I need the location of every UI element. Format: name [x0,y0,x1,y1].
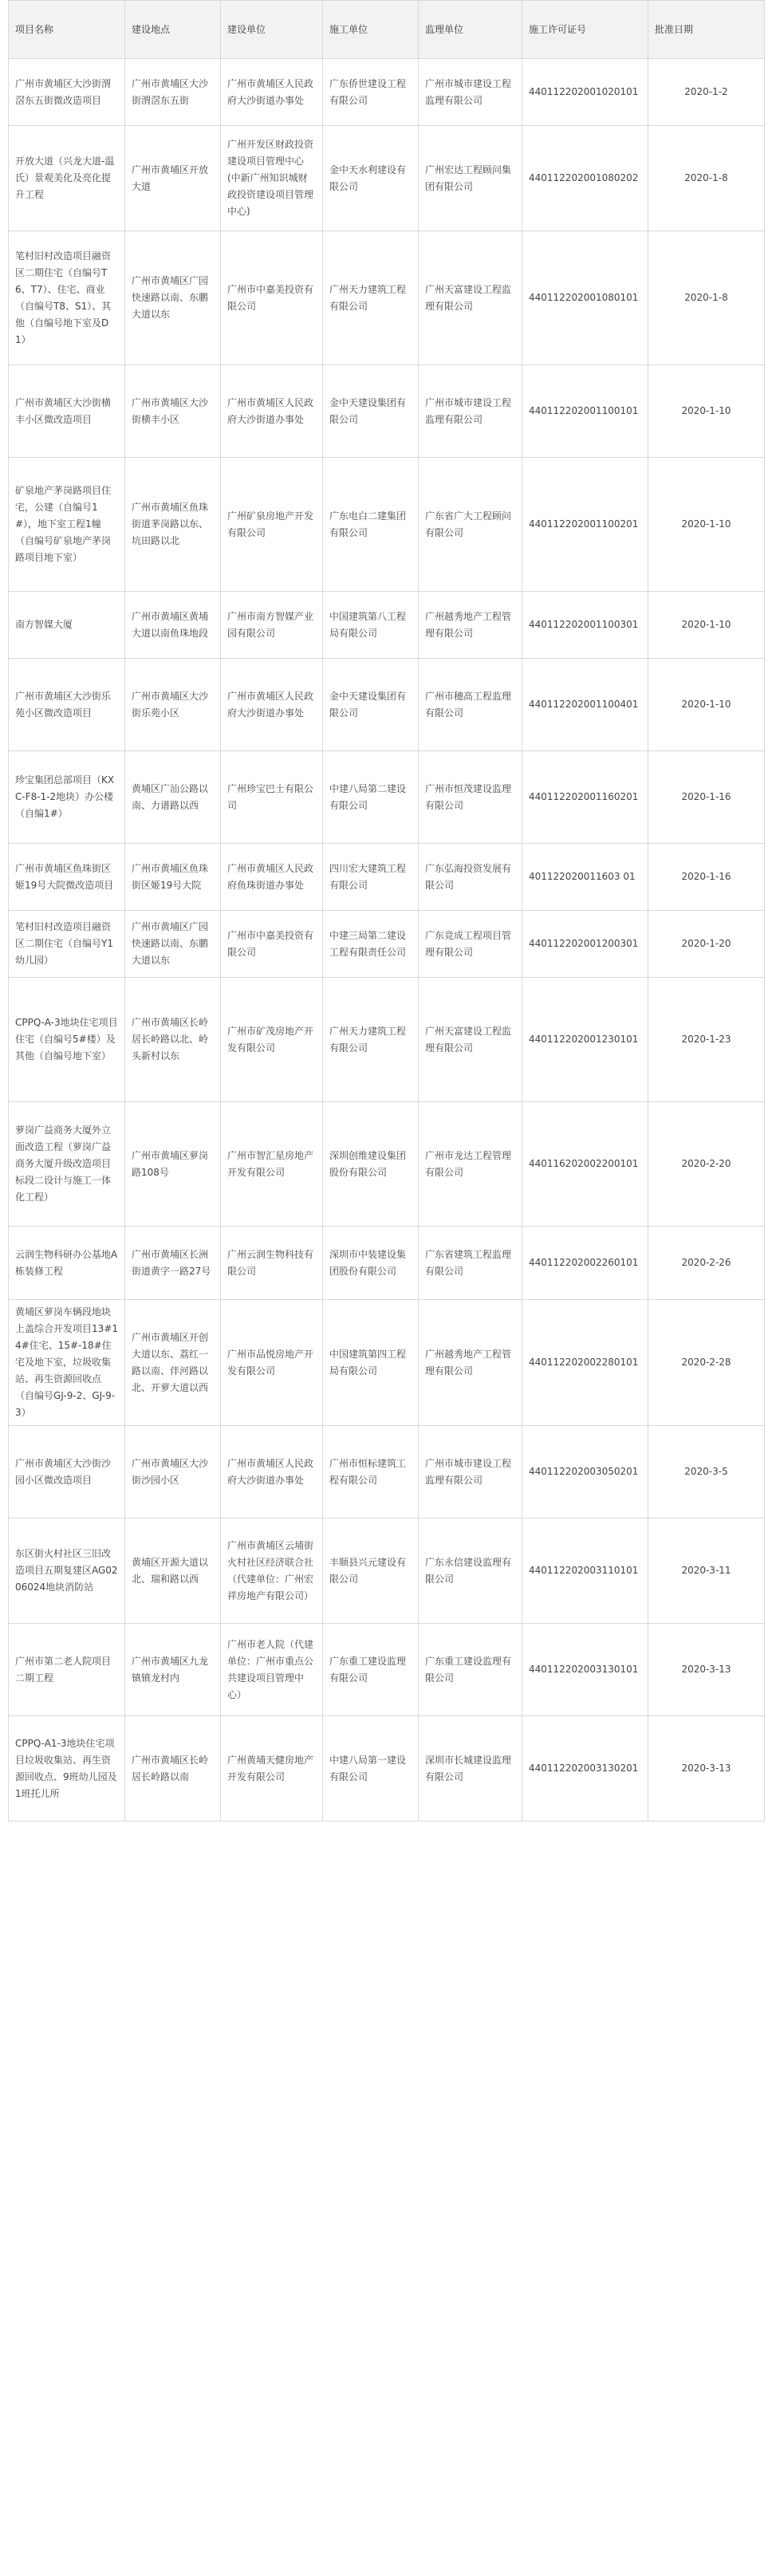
location-cell: 广州市黄埔区鱼珠街道茅岗路以东、坑田路以北 [125,458,221,592]
table-row [9,592,765,659]
location-cell: 广州市黄埔区开放大道 [125,126,221,231]
supervisor-cell: 广州市恒茂建设监理有限公司 [419,751,522,844]
approval-date-cell: 2020-1-16 [648,751,765,844]
supervisor-cell: 广州市穗高工程监理有限公司 [419,659,522,751]
project-name-cell: CPPQ-A1-3地块住宅项目垃圾收集站、再生资源回收点、9班幼儿园及1班托儿所 [9,1716,125,1822]
location-cell: 广州市黄埔区开创大道以东、荔红一路以南、伴河路以北、开萝大道以西 [125,1300,221,1426]
developer-cell: 广州市黄埔区人民政府大沙街道办事处 [221,59,323,126]
table-row [9,978,765,1102]
location-cell: 广州市黄埔区黄埔大道以南鱼珠地段 [125,592,221,659]
project-name-cell: 南方智媒大厦 [9,592,125,659]
contractor-cell: 中国建筑第四工程局有限公司 [323,1300,419,1426]
approval-date-cell: 2020-3-5 [648,1426,765,1518]
supervisor-cell: 广州市城市建设工程监理有限公司 [419,1426,522,1518]
table-row [9,1102,765,1227]
permit-no-cell: 440112202001080202 [522,126,648,231]
table-row [9,1716,765,1822]
supervisor-cell: 广东永信建设监理有限公司 [419,1518,522,1624]
developer-cell: 广州市矿茂房地产开发有限公司 [221,978,323,1102]
table-row [9,1300,765,1426]
location-cell: 广州市黄埔区萝岗路108号 [125,1102,221,1227]
permit-no-cell: 440112202001100201 [522,458,648,592]
table-row [9,59,765,126]
contractor-cell: 中建三局第二建设工程有限责任公司 [323,911,419,978]
approval-date-cell: 2020-1-2 [648,59,765,126]
approval-date-cell: 2020-1-23 [648,978,765,1102]
developer-cell: 广州开发区财政投资建设项目管理中心(中新广州知识城财政投资建设项目管理中心) [221,126,323,231]
project-name-cell: 云润生物科研办公基地A栋装修工程 [9,1227,125,1300]
table-row [9,231,765,365]
contractor-cell: 中国建筑第八工程局有限公司 [323,592,419,659]
table-row [9,1426,765,1518]
supervisor-cell: 广州宏达工程顾问集团有限公司 [419,126,522,231]
approval-date-cell: 2020-2-26 [648,1227,765,1300]
supervisor-cell: 广东省建筑工程监理有限公司 [419,1227,522,1300]
supervisor-cell: 广州天富建设工程监理有限公司 [419,231,522,365]
approval-date-cell: 2020-3-11 [648,1518,765,1624]
permit-no-cell: 401122020011603 01 [522,844,648,911]
header-row [9,1,765,59]
permit-no-cell: 440112202002280101 [522,1300,648,1426]
project-name-cell: 珍宝集团总部项目（KXC-F8-1-2地块）办公楼（自编1#） [9,751,125,844]
table-row [9,1518,765,1624]
approval-date-cell: 2020-1-16 [648,844,765,911]
permit-no-cell: 440112202001200301 [522,911,648,978]
approval-date-cell: 2020-1-10 [648,365,765,458]
contractor-cell: 广州天力建筑工程有限公司 [323,978,419,1102]
header-contractor: 施工单位 [323,1,419,59]
header-approval-date: 批准日期 [648,1,765,59]
project-name-cell: 广州市黄埔区大沙街横丰小区微改造项目 [9,365,125,458]
project-name-cell: 广州市黄埔区大沙街渭滘东五街微改造项目 [9,59,125,126]
project-name-cell: 笔村旧村改造项目融资区二期住宅（自编号Y1幼儿园） [9,911,125,978]
table-row [9,126,765,231]
developer-cell: 广州云润生物科技有限公司 [221,1227,323,1300]
header-location: 建设地点 [125,1,221,59]
permit-no-cell: 440112202003050201 [522,1426,648,1518]
contractor-cell: 中建八局第一建设有限公司 [323,1716,419,1822]
supervisor-cell: 深圳市长城建设监理有限公司 [419,1716,522,1822]
developer-cell: 广州珍宝巴士有限公司 [221,751,323,844]
developer-cell: 广州市黄埔区人民政府大沙街道办事处 [221,1426,323,1518]
header-permit-no: 施工许可证号 [522,1,648,59]
project-name-cell: CPPQ-A-3地块住宅项目住宅（自编号5#楼）及其他（自编号地下室） [9,978,125,1102]
permit-no-cell: 440112202001020101 [522,59,648,126]
table-row [9,659,765,751]
approval-date-cell: 2020-1-10 [648,592,765,659]
location-cell: 广州市黄埔区长岭居长岭路以北、岭头新村以东 [125,978,221,1102]
location-cell: 广州市黄埔区九龙镇镇龙村内 [125,1624,221,1716]
approval-date-cell: 2020-1-10 [648,458,765,592]
location-cell: 黄埔区广汕公路以南、力谱路以西 [125,751,221,844]
contractor-cell: 广东电白二建集团有限公司 [323,458,419,592]
permit-no-cell: 440112202001100401 [522,659,648,751]
contractor-cell: 广州天力建筑工程有限公司 [323,231,419,365]
contractor-cell: 深圳市中装建设集团股份有限公司 [323,1227,419,1300]
project-name-cell: 广州市黄埔区大沙街沙园小区微改造项目 [9,1426,125,1518]
developer-cell: 广州黄埔天健房地产开发有限公司 [221,1716,323,1822]
table-row [9,1624,765,1716]
contractor-cell: 广东侨世建设工程有限公司 [323,59,419,126]
header-project-name: 项目名称 [9,1,125,59]
project-name-cell: 广州市黄埔区鱼珠街区姬19号大院微改造项目 [9,844,125,911]
location-cell: 广州市黄埔区大沙街渭滘东五街 [125,59,221,126]
contractor-cell: 深圳创维建设集团股份有限公司 [323,1102,419,1227]
location-cell: 广州市黄埔区长岭居长岭路以南 [125,1716,221,1822]
supervisor-cell: 广州市龙达工程管理有限公司 [419,1102,522,1227]
header-developer: 建设单位 [221,1,323,59]
approval-date-cell: 2020-3-13 [648,1716,765,1822]
developer-cell: 广州市智汇星房地产开发有限公司 [221,1102,323,1227]
developer-cell: 广州市黄埔区人民政府鱼珠街道办事处 [221,844,323,911]
permit-no-cell: 440116202002200101 [522,1102,648,1227]
developer-cell: 广州市黄埔区人民政府大沙街道办事处 [221,659,323,751]
developer-cell: 广州市黄埔区云埔街火村社区经济联合社（代建单位：广州宏祥房地产有限公司） [221,1518,323,1624]
table-row [9,458,765,592]
permit-no-cell: 440112202003130101 [522,1624,648,1716]
approval-date-cell: 2020-1-20 [648,911,765,978]
permit-table [8,0,765,1822]
table-row [9,911,765,978]
supervisor-cell: 广州越秀地产工程管理有限公司 [419,1300,522,1426]
location-cell: 广州市黄埔区大沙街沙园小区 [125,1426,221,1518]
permit-no-cell: 440112202003130201 [522,1716,648,1822]
project-name-cell: 开放大道（兴龙大道-温氏）景观美化及亮化提升工程 [9,126,125,231]
supervisor-cell: 广州市城市建设工程监理有限公司 [419,365,522,458]
project-name-cell: 广州市黄埔区大沙街乐苑小区微改造项目 [9,659,125,751]
contractor-cell: 金中天建设集团有限公司 [323,365,419,458]
contractor-cell: 中建八局第二建设有限公司 [323,751,419,844]
contractor-cell: 四川宏大建筑工程有限公司 [323,844,419,911]
approval-date-cell: 2020-1-8 [648,231,765,365]
location-cell: 广州市黄埔区鱼珠街区姬19号大院 [125,844,221,911]
approval-date-cell: 2020-3-13 [648,1624,765,1716]
developer-cell: 广州市品悦房地产开发有限公司 [221,1300,323,1426]
supervisor-cell: 广东重工建设监理有限公司 [419,1624,522,1716]
developer-cell: 广州市中嘉美投资有限公司 [221,911,323,978]
developer-cell: 广州矿泉房地产开发有限公司 [221,458,323,592]
header-supervisor: 监理单位 [419,1,522,59]
location-cell: 广州市黄埔区大沙街横丰小区 [125,365,221,458]
developer-cell: 广州市南方智媒产业园有限公司 [221,592,323,659]
contractor-cell: 丰顺县兴元建设有限公司 [323,1518,419,1624]
supervisor-cell: 广东竞成工程项目管理有限公司 [419,911,522,978]
supervisor-cell: 广州市城市建设工程监理有限公司 [419,59,522,126]
permit-no-cell: 440112202001230101 [522,978,648,1102]
developer-cell: 广州市黄埔区人民政府大沙街道办事处 [221,365,323,458]
contractor-cell: 金中天建设集团有限公司 [323,659,419,751]
supervisor-cell: 广东弘海投资发展有限公司 [419,844,522,911]
permit-no-cell: 440112202002260101 [522,1227,648,1300]
table-row [9,1227,765,1300]
permit-no-cell: 440112202001160201 [522,751,648,844]
supervisor-cell: 广州越秀地产工程管理有限公司 [419,592,522,659]
location-cell: 广州市黄埔区广园快速路以南、东鹏大道以东 [125,231,221,365]
approval-date-cell: 2020-2-20 [648,1102,765,1227]
permit-no-cell: 440112202003110101 [522,1518,648,1624]
table-row [9,844,765,911]
project-name-cell: 矿泉地产茅岗路项目住宅，公建（自编号1#），地下室工程1幢（自编号矿泉地产茅岗路项目地下室） [9,458,125,592]
developer-cell: 广州市老人院（代建单位：广州市重点公共建设项目管理中心） [221,1624,323,1716]
approval-date-cell: 2020-1-8 [648,126,765,231]
permit-no-cell: 440112202001100101 [522,365,648,458]
location-cell: 广州市黄埔区长洲街道黄字一路27号 [125,1227,221,1300]
permit-no-cell: 440112202001080101 [522,231,648,365]
approval-date-cell: 2020-2-28 [648,1300,765,1426]
project-name-cell: 东区街火村社区三旧改造项目五期复建区AG0206024地块消防站 [9,1518,125,1624]
project-name-cell: 笔村旧村改造项目融资区二期住宅（自编号T6、T7）、住宅、商业（自编号T8、S1）、其他（自编号地下室及D1） [9,231,125,365]
contractor-cell: 金中天水利建设有限公司 [323,126,419,231]
approval-date-cell: 2020-1-10 [648,659,765,751]
table-row [9,751,765,844]
contractor-cell: 广州市恒标建筑工程有限公司 [323,1426,419,1518]
project-name-cell: 萝岗广益商务大厦外立面改造工程（萝岗广益商务大厦升级改造项目标段二设计与施工一体化工程） [9,1102,125,1227]
permit-no-cell: 440112202001100301 [522,592,648,659]
table-row [9,365,765,458]
supervisor-cell: 广东省广大工程顾问有限公司 [419,458,522,592]
supervisor-cell: 广州天富建设工程监理有限公司 [419,978,522,1102]
location-cell: 广州市黄埔区大沙街乐苑小区 [125,659,221,751]
project-name-cell: 广州市第二老人院项目二期工程 [9,1624,125,1716]
developer-cell: 广州市中嘉美投资有限公司 [221,231,323,365]
location-cell: 广州市黄埔区广园快速路以南、东鹏大道以东 [125,911,221,978]
location-cell: 黄埔区开源大道以北、瑞和路以西 [125,1518,221,1624]
project-name-cell: 黄埔区萝岗车辆段地块上盖综合开发项目13#14#住宅、15#-18#住宅及地下室，垃圾收集站、再生资源回收点（自编号GJ-9-2、GJ-9-3） [9,1300,125,1426]
contractor-cell: 广东重工建设监理有限公司 [323,1624,419,1716]
